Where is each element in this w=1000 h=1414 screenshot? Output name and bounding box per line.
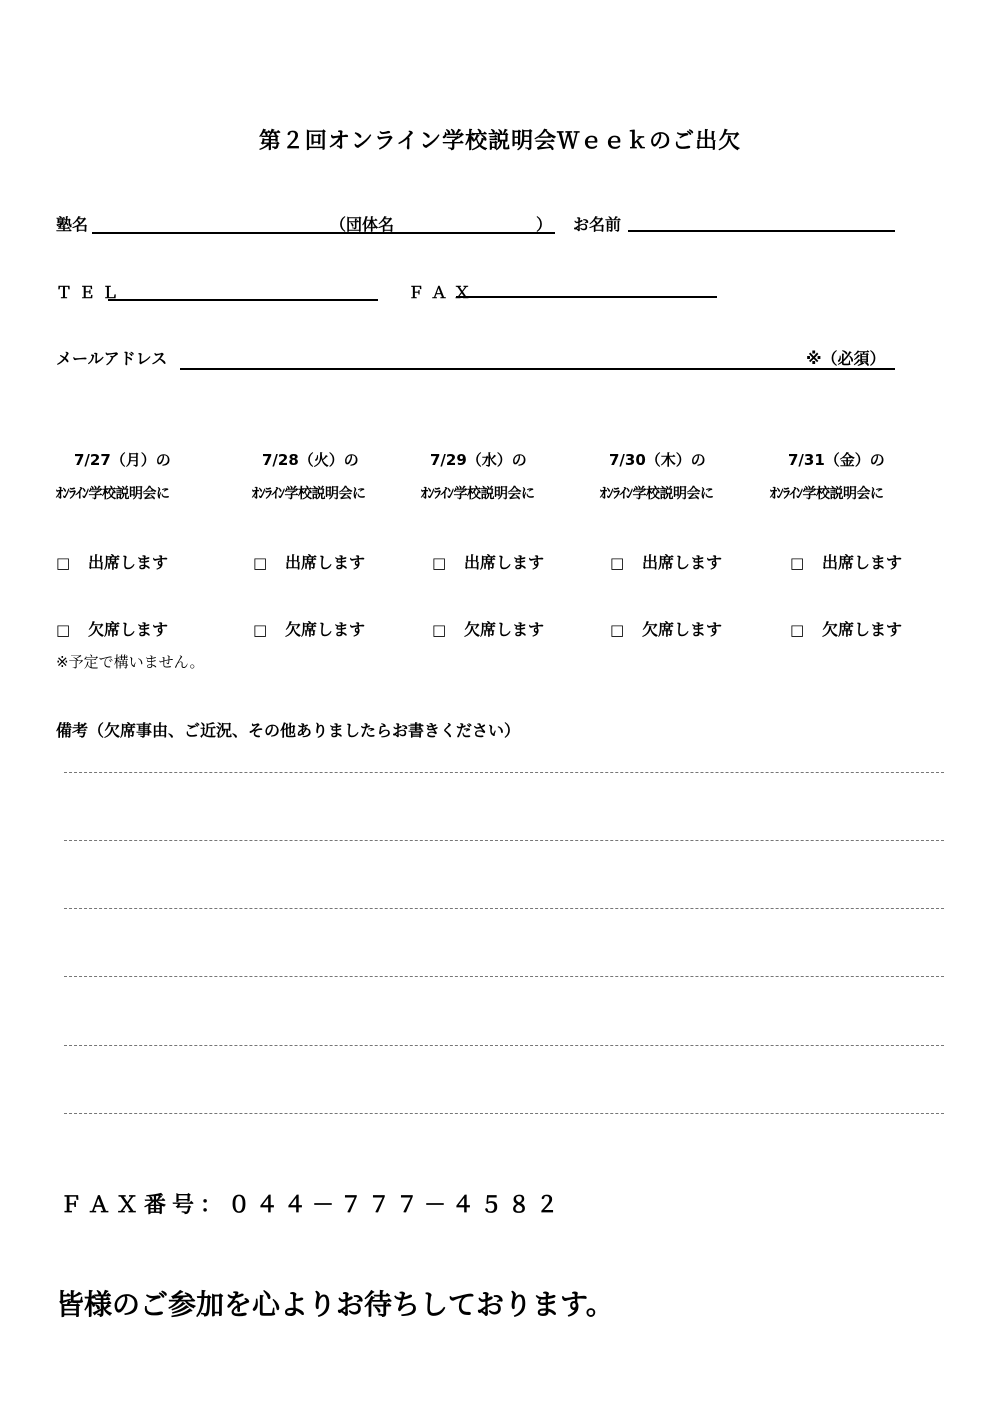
attend-option[interactable] [610,550,722,573]
attend-label: 出席します [464,553,545,572]
day-event: ｵﾝﾗｲﾝ学校説明会に [56,486,170,502]
remarks-line[interactable] [64,772,944,773]
absent-option[interactable] [432,617,544,640]
attend-label: 出席します [88,553,169,572]
closing-message: 皆様のご参加を心よりお待ちしております。 [56,1288,614,1321]
absent-label: 欠席します [285,620,366,639]
tel-label: ＴＥＬ [56,283,126,302]
person-name-label: お名前 [573,215,622,234]
checkbox-icon[interactable]: □ [610,554,625,572]
email-label: メールアドレス [56,349,168,368]
day-date: 7/27（月）の [74,451,171,469]
day-event: ｵﾝﾗｲﾝ学校説明会に [600,486,714,502]
day-date: 7/29（水）の [430,451,527,469]
day-date: 7/30（木）の [609,451,706,469]
checkbox-icon[interactable]: □ [253,554,268,572]
remarks-label: 備考（欠席事由、ご近況、その他ありましたらお書きください） [56,721,521,740]
email-required-note: ※（必須） [806,349,886,368]
school-name-field[interactable] [92,232,555,234]
checkbox-icon[interactable]: □ [56,621,71,639]
attend-option[interactable] [432,550,544,573]
attend-label: 出席します [822,553,903,572]
attend-option[interactable] [56,550,168,573]
absent-option[interactable] [610,617,722,640]
absent-label: 欠席します [464,620,545,639]
remarks-line[interactable] [64,1045,944,1046]
tel-field[interactable] [108,299,378,301]
checkbox-icon[interactable]: □ [790,554,805,572]
remarks-line[interactable] [64,908,944,909]
remarks-line[interactable] [64,840,944,841]
absent-option[interactable] [253,617,365,640]
checkbox-icon[interactable]: □ [253,621,268,639]
person-name-field[interactable] [628,230,895,232]
attend-label: 出席します [642,553,723,572]
absent-option[interactable] [790,617,902,640]
day-event: ｵﾝﾗｲﾝ学校説明会に [421,486,535,502]
checkbox-icon[interactable]: □ [610,621,625,639]
checkbox-icon[interactable]: □ [432,554,447,572]
attend-option[interactable] [790,550,902,573]
absent-option[interactable] [56,617,168,640]
group-name-label: （団体名 [330,215,395,234]
day-event: ｵﾝﾗｲﾝ学校説明会に [770,486,884,502]
school-name-label: 塾名 [56,215,89,234]
day-event: ｵﾝﾗｲﾝ学校説明会に [252,486,366,502]
remarks-line[interactable] [64,1113,944,1114]
checkbox-icon[interactable]: □ [56,554,71,572]
absent-label: 欠席します [642,620,723,639]
absent-label: 欠席します [88,620,169,639]
tentative-note: ※予定で構いません。 [56,653,205,671]
attend-option[interactable] [253,550,365,573]
form-title: 第２回オンライン学校説明会Ｗｅｅｋのご出欠 [258,129,742,154]
day-date: 7/31（金）の [788,451,885,469]
attend-label: 出席します [285,553,366,572]
group-name-close-paren: ） [536,215,553,234]
email-field[interactable] [180,368,895,370]
checkbox-icon[interactable]: □ [432,621,447,639]
remarks-line[interactable] [64,976,944,977]
fax-field[interactable] [456,296,717,298]
checkbox-icon[interactable]: □ [790,621,805,639]
day-date: 7/28（火）の [262,451,359,469]
fax-number: ＦＡＸ番号：０４４－７７７－４５８２ [60,1193,565,1218]
absent-label: 欠席します [822,620,903,639]
fax-label: ＦＡＸ [408,283,478,302]
